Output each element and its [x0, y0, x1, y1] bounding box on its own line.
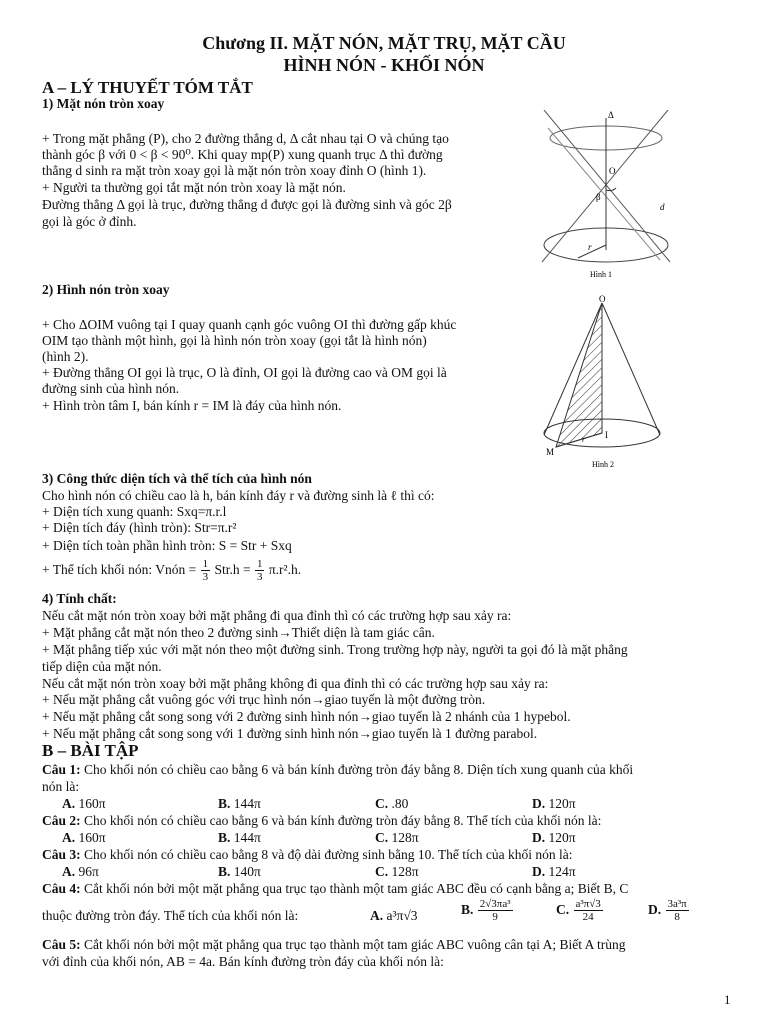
option-value: 120π	[548, 796, 576, 811]
option-label: C.	[375, 796, 389, 811]
option-value: 160π	[78, 830, 106, 845]
question-text-cont: với đỉnh của khối nón, AB = 4a. Bán kính đường tròn đáy của khối nón là:	[42, 954, 444, 969]
option	[461, 898, 514, 923]
option-label: A.	[62, 864, 76, 879]
s2-line: + Đường thẳng OI gọi là trục, O là đỉnh, OI gọi là đường cao và OM gọi là	[42, 365, 447, 380]
s2-line: + Hình tròn tâm I, bán kính r = IM là đáy của hình nón.	[42, 398, 342, 413]
option-value: 144π	[233, 796, 261, 811]
volume-suffix: π.r².h.	[268, 562, 302, 577]
option	[375, 864, 419, 880]
fig1-label-d: d	[660, 202, 665, 212]
volume-formula	[42, 557, 301, 583]
option-label: A.	[370, 908, 384, 923]
s3-heading: 3) Công thức diện tích và thể tích của hình nón	[42, 471, 312, 486]
right-cone-figure	[530, 295, 730, 473]
option	[370, 908, 418, 924]
question-number: Câu 4:	[42, 881, 81, 896]
option-value: 128π	[391, 864, 419, 879]
option-value: 120π	[548, 830, 576, 845]
s2-heading: 2) Hình nón tròn xoay	[42, 282, 170, 297]
s4-line: tiếp diện của mặt nón.	[42, 659, 162, 674]
option-value: .80	[391, 796, 409, 811]
option-label: C.	[375, 830, 389, 845]
option-label: C.	[556, 902, 570, 917]
option	[375, 830, 419, 846]
option-value: 96π	[78, 864, 99, 879]
question-number: Câu 2:	[42, 813, 81, 828]
option-value: 124π	[548, 864, 576, 879]
question-number: Câu 5:	[42, 937, 81, 952]
s4-line: + Nếu mặt phẳng cắt song song với 2 đường sinh hình nón→giao tuyến là 2 nhánh của 1 hypebol.	[42, 709, 571, 724]
s2-line: + Cho ΔOIM vuông tại I quay quanh cạnh góc vuông OI thì đường gấp khúc	[42, 317, 457, 332]
s3-line: + Diện tích xung quanh: Sxq=π.r.l	[42, 504, 227, 519]
option-label: D.	[532, 864, 546, 879]
option-label: B.	[218, 830, 231, 845]
question-3	[42, 847, 573, 863]
question-4	[42, 881, 628, 897]
option	[218, 864, 261, 880]
question-text: Cho khối nón có chiều cao bằng 6 và bán kính đường tròn đáy bằng 8. Thể tích của khối nón là:	[80, 813, 602, 828]
question-1	[42, 762, 633, 778]
s1-line: thành góc β với 0 < β < 90⁰. Khi quay mp(P) xung quanh trục Δ thì đường	[42, 147, 443, 162]
fig2-label-i: I	[605, 430, 608, 440]
option-label: D.	[532, 796, 546, 811]
s1-line: + Người ta thường gọi tắt mặt nón tròn xoay là mặt nón.	[42, 180, 346, 195]
fraction	[666, 898, 689, 923]
page-number: 1	[724, 992, 731, 1007]
option-label: A.	[62, 796, 76, 811]
fig1-label-delta: Δ	[608, 110, 614, 120]
fraction-numerator: 1	[256, 558, 263, 571]
option-label: D.	[648, 902, 662, 917]
s4-line: + Nếu mặt phẳng cắt vuông góc với trục hình nón→giao tuyến là một đường tròn.	[42, 692, 486, 707]
s1-line: Đường thẳng Δ gọi là trục, đường thẳng d được gọi là đường sinh và góc 2β	[42, 197, 452, 212]
question-text: Cắt khối nón bởi một mặt phẳng qua trục tạo thành một tam giác ABC vuông cân tại A; Biết A trùng	[80, 937, 626, 952]
cone-surface-figure	[530, 110, 730, 282]
s4-line: + Nếu mặt phẳng cắt song song với 1 đường sinh hình nón→giao tuyến là 1 đường parabol.	[42, 726, 538, 741]
fraction	[478, 898, 513, 923]
s1-heading: 1) Mặt nón tròn xoay	[42, 96, 165, 111]
fraction	[255, 558, 265, 583]
option	[375, 796, 408, 812]
option	[648, 898, 690, 923]
s1-line: + Trong mặt phẳng (P), cho 2 đường thẳng d, Δ cắt nhau tại O và chúng tạo	[42, 131, 449, 146]
s2-line: (hình 2).	[42, 349, 89, 364]
s4-line: + Mặt phẳng cắt mặt nón theo 2 đường sinh→Thiết diện là tam giác cân.	[42, 625, 435, 640]
fig1-caption: Hình 1	[590, 270, 612, 279]
question-number: Câu 3:	[42, 847, 81, 862]
fraction-denominator: 24	[582, 911, 594, 924]
question-text-cont: thuộc đường tròn đáy. Thể tích của khối nón là:	[42, 908, 299, 923]
fraction-numerator: 1	[202, 558, 209, 571]
fig1-label-o: O	[609, 166, 616, 176]
option	[62, 830, 106, 846]
section-b-heading: B – BÀI TẬP	[42, 741, 139, 760]
option-label: B.	[218, 796, 231, 811]
fraction-denominator: 8	[674, 911, 680, 924]
s2-line: OIM tạo thành một hình, gọi là hình nón tròn xoay (gọi tắt là hình nón)	[42, 333, 427, 348]
volume-prefix: + Thể tích khối nón: Vnón =	[42, 562, 197, 577]
s4-line: Nếu cắt mặt nón tròn xoay bởi mặt phẳng không đi qua đỉnh thì có các trường hợp sau xảy ra:	[42, 676, 549, 691]
option	[218, 796, 261, 812]
lesson-title: HÌNH NÓN - KHỐI NÓN	[283, 55, 485, 75]
option-value: 128π	[391, 830, 419, 845]
volume-mid: Str.h =	[214, 562, 251, 577]
fraction-denominator: 9	[492, 911, 498, 924]
option-value: 144π	[233, 830, 261, 845]
s4-line: + Mặt phẳng tiếp xúc với mặt nón theo một đường sinh. Trong trường hợp này, người ta gọi đó là mặt phẳng	[42, 642, 628, 657]
option-label: C.	[375, 864, 389, 879]
chapter-title: Chương II. MẶT NÓN, MẶT TRỤ, MẶT CẦU	[202, 33, 566, 53]
option	[556, 898, 604, 923]
option-label: A.	[62, 830, 76, 845]
fraction-numerator: 2√3πa³	[479, 898, 511, 911]
question-text: Cho khối nón có chiều cao bằng 6 và bán kính đường tròn đáy bằng 8. Diện tích xung quanh của khối	[80, 762, 634, 777]
s3-line: Cho hình nón có chiều cao là h, bán kính đáy r và đường sinh là ℓ thì có:	[42, 488, 435, 503]
option	[62, 864, 99, 880]
s1-line: thẳng d sinh ra mặt tròn xoay gọi là mặt nón tròn xoay đỉnh O (hình 1).	[42, 163, 427, 178]
section-a-heading: A – LÝ THUYẾT TÓM TẮT	[42, 78, 253, 97]
fraction	[201, 558, 211, 583]
option-value: a³π√3	[386, 908, 418, 923]
question-text: Cho khối nón có chiều cao bằng 8 và độ dài đường sinh bằng 10. Thể tích của khối nón là:	[80, 847, 573, 862]
fraction	[574, 898, 603, 923]
fig2-label-r: r	[582, 435, 586, 444]
option-label: D.	[532, 830, 546, 845]
option-label: B.	[218, 864, 231, 879]
option-label: B.	[461, 902, 474, 917]
s3-line: + Diện tích toàn phần hình tròn: S = Str + Sxq	[42, 538, 292, 553]
option	[218, 830, 261, 846]
s4-line: Nếu cắt mặt nón tròn xoay bởi mặt phẳng đi qua đỉnh thì có các trường hợp sau xảy ra:	[42, 608, 512, 623]
s3-line: + Diện tích đáy (hình tròn): Str=π.r²	[42, 520, 237, 535]
fraction-denominator: 3	[256, 571, 263, 584]
s2-line: đường sinh của hình nón.	[42, 381, 180, 396]
option	[532, 796, 576, 812]
fig2-caption: Hình 2	[592, 460, 614, 469]
question-2	[42, 813, 601, 829]
fraction-numerator: a³π√3	[575, 898, 601, 911]
option-value: 140π	[233, 864, 261, 879]
fig1-label-beta: β	[596, 192, 601, 202]
fraction-numerator: 3a³π	[667, 898, 687, 911]
fig2-label-m: M	[546, 447, 555, 457]
question-text-cont: nón là:	[42, 779, 80, 794]
fig2-label-o: O	[599, 295, 606, 304]
fraction-denominator: 3	[202, 571, 209, 584]
option	[62, 796, 106, 812]
question-number: Câu 1:	[42, 762, 81, 777]
s4-heading: 4) Tính chất:	[42, 591, 117, 606]
option	[532, 830, 576, 846]
fig1-label-r: r	[588, 242, 592, 252]
s1-line: gọi là góc ở đỉnh.	[42, 214, 137, 229]
question-5	[42, 937, 625, 953]
option-value: 160π	[78, 796, 106, 811]
question-text: Cắt khối nón bởi một mặt phẳng qua trục tạo thành một tam giác ABC đều có cạnh bằng a; Biết B, C	[80, 881, 629, 896]
option	[532, 864, 576, 880]
